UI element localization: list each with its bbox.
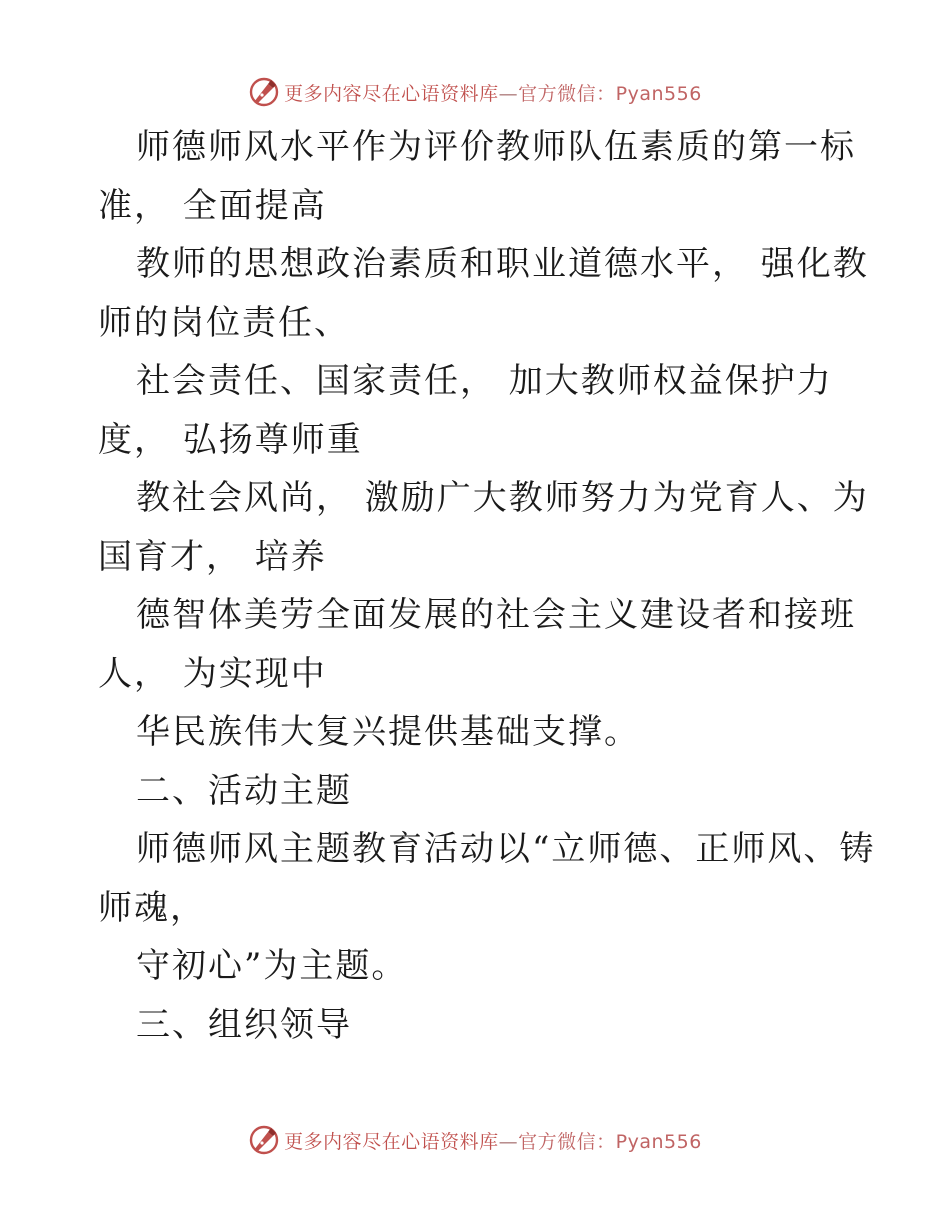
body-line: 社会责任、国家责任， 加大教师权益保护力 bbox=[136, 361, 833, 401]
watermark-dash: — bbox=[498, 82, 519, 105]
body-line: 国育才， 培养 bbox=[98, 536, 327, 577]
body-line: 师德师风水平作为评价教师队伍素质的第一标 bbox=[136, 127, 856, 167]
body-line: 师魂， bbox=[98, 887, 206, 928]
body-line: 教师的思想政治素质和职业道德水平， 强化教 bbox=[136, 244, 869, 284]
section-heading: 三、组织领导 bbox=[136, 1004, 352, 1045]
header-watermark-text bbox=[284, 79, 702, 106]
section-heading: 二、活动主题 bbox=[136, 770, 352, 811]
body-line: 师的岗位责任、 bbox=[98, 302, 350, 343]
header-watermark-inner bbox=[248, 76, 702, 108]
footer-watermark-text bbox=[284, 1127, 702, 1154]
body-line: 德智体美劳全面发展的社会主义建设者和接班 bbox=[136, 595, 856, 635]
body-line: 教社会风尚， 激励广大教师努力为党育人、为 bbox=[136, 478, 869, 518]
body-line: 华民族伟大复兴提供基础支撑。 bbox=[136, 712, 640, 752]
pen-nib-circle-icon bbox=[248, 76, 280, 108]
body-line: 师德师风主题教育活动以“立师德、正师风、铸 bbox=[136, 829, 876, 869]
watermark-site-text: 更多内容尽在心语资料库 bbox=[284, 1130, 499, 1153]
body-line: 度， 弘扬尊师重 bbox=[98, 419, 363, 460]
watermark-site-text: 更多内容尽在心语资料库 bbox=[284, 82, 499, 105]
document-body bbox=[98, 118, 876, 1054]
watermark-contact-text: 官方微信：Pyan556 bbox=[518, 1130, 702, 1153]
watermark-dash: — bbox=[498, 1130, 519, 1153]
header-watermark bbox=[0, 72, 950, 112]
footer-watermark-inner bbox=[248, 1124, 702, 1156]
footer-watermark bbox=[0, 1120, 950, 1160]
watermark-contact-text: 官方微信：Pyan556 bbox=[518, 82, 702, 105]
body-line: 准， 全面提高 bbox=[98, 185, 327, 226]
body-line: 人， 为实现中 bbox=[98, 653, 327, 694]
pen-nib-circle-icon bbox=[248, 1124, 280, 1156]
body-line: 守初心”为主题。 bbox=[136, 946, 408, 986]
